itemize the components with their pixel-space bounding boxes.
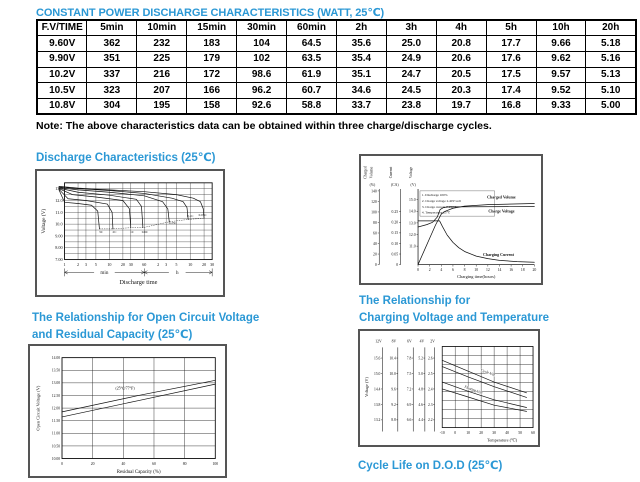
svg-text:2: 2 [157,261,160,267]
svg-text:Cycle Use: Cycle Use [480,368,496,378]
svg-text:13.00: 13.00 [51,381,61,386]
svg-text:30: 30 [210,261,215,267]
svg-text:10.0: 10.0 [389,371,396,376]
svg-text:12.50: 12.50 [51,393,61,398]
svg-text:9.2: 9.2 [391,402,396,407]
col-header: 10h [536,20,586,36]
svg-text:60: 60 [531,430,535,435]
svg-text:10: 10 [107,261,112,267]
svg-text:20: 20 [120,261,125,267]
col-header: 10min [137,20,187,36]
svg-text:9.6: 9.6 [391,387,396,392]
cvt-section-title-line1: The Relationship for [359,295,471,307]
svg-text:min: min [100,270,109,277]
svg-text:20: 20 [479,430,484,435]
svg-text:13.0: 13.0 [409,221,416,226]
svg-text:10.4: 10.4 [389,356,396,361]
svg-text:10.0: 10.0 [55,221,63,227]
svg-text:Charging Current: Charging Current [483,251,514,257]
svg-text:0: 0 [417,267,419,272]
svg-text:0.05: 0.05 [391,252,399,257]
svg-text:0.15: 0.15 [391,231,399,236]
svg-text:8.8: 8.8 [391,418,396,423]
svg-text:10: 10 [466,430,471,435]
svg-text:4. Temperature 25℃: 4. Temperature 25℃ [421,210,451,215]
svg-text:0: 0 [454,430,457,435]
svg-text:12: 12 [485,267,490,272]
discharge-chart [35,169,225,297]
col-header: 30min [237,20,287,36]
svg-text:13.0: 13.0 [55,186,63,192]
svg-text:100: 100 [371,210,377,215]
svg-text:11.00: 11.00 [51,431,61,436]
col-header: 5h [486,20,536,36]
svg-text:0: 0 [374,262,377,267]
svg-text:5: 5 [94,261,97,267]
svg-text:18: 18 [520,267,525,272]
table-note: Note: The above characteristics data can be obtained within three charge/discharge cycles. [36,120,492,132]
svg-text:0: 0 [61,461,63,466]
svg-text:3: 3 [165,261,168,267]
svg-text:20: 20 [373,252,377,257]
svg-text:2: 2 [428,267,431,272]
svg-text:12.00: 12.00 [51,406,61,411]
svg-text:6: 6 [451,267,454,272]
svg-text:1: 1 [63,261,66,267]
svg-text:Voltage (V): Voltage (V) [363,377,369,397]
charging-voltage-temperature-chart [358,329,540,447]
svg-text:5.2: 5.2 [418,356,423,361]
svg-text:3. Charge current 0.25CA: 3. Charge current 0.25CA [421,204,457,209]
svg-text:12.0: 12.0 [409,232,416,237]
svg-text:6V: 6V [407,339,412,344]
svg-text:2.3: 2.3 [427,402,433,407]
col-header: 5min [87,20,137,36]
discharge-chart-svg [37,171,223,295]
svg-text:(25℃/77℉): (25℃/77℉) [115,386,135,391]
cvt-chart-svg [360,331,538,445]
table-header-row [37,20,636,36]
svg-text:0.10: 0.10 [391,241,399,246]
svg-text:14: 14 [497,267,502,272]
svg-text:10: 10 [188,261,193,267]
svg-text:80: 80 [182,461,187,466]
svg-text:60: 60 [373,231,377,236]
open-circuit-voltage-chart [28,344,227,478]
svg-text:100: 100 [212,461,219,466]
constant-power-table [36,19,637,115]
svg-text:14.0: 14.0 [409,209,416,214]
col-header: 3h [386,20,436,36]
svg-text:Floating Use: Floating Use [463,384,484,396]
cvt-section-title-line2: Charging Voltage and Temperature [359,312,549,324]
svg-text:12.0: 12.0 [55,198,63,203]
svg-text:5: 5 [175,261,178,267]
ocv-chart-svg [30,346,225,476]
charging-chart-svg [361,156,541,283]
svg-text:-10: -10 [439,430,445,435]
svg-text:Residual Capacity (%): Residual Capacity (%) [116,470,161,476]
svg-text:10.50: 10.50 [51,444,61,449]
svg-text:80: 80 [373,220,377,225]
svg-text:14.00: 14.00 [51,356,61,360]
svg-text:Discharge time: Discharge time [119,279,158,287]
svg-text:16: 16 [509,267,513,272]
svg-text:5.0: 5.0 [418,371,423,376]
svg-text:0.25: 0.25 [391,210,399,215]
svg-text:40: 40 [505,430,509,435]
svg-text:4: 4 [440,267,443,272]
svg-text:(%): (%) [369,183,376,188]
svg-text:7.8: 7.8 [406,356,412,361]
svg-text:14.4: 14.4 [374,387,381,392]
table-row: 9.60V 362 232 183 104 64.5 35.6 25.0 20.8 17.7 9.66 5.18 [37,36,636,52]
svg-text:Voltage: Voltage [409,166,414,179]
svg-text:8: 8 [463,267,466,272]
svg-text:13.8: 13.8 [374,402,381,407]
svg-text:2: 2 [77,261,80,267]
svg-text:4.6: 4.6 [418,402,423,407]
svg-text:6.6: 6.6 [406,418,412,423]
table-row: 10.8V 304 195 158 92.6 58.8 33.7 23.8 19.7 16.8 9.33 5.00 [37,98,636,114]
svg-text:2C: 2C [112,230,117,234]
svg-text:120: 120 [371,199,377,204]
svg-text:140: 140 [371,189,377,194]
page-title: CONSTANT POWER DISCHARGE CHARACTERISTICS (WATT, 25℃) [36,7,385,19]
charging-characteristics-chart [359,154,543,285]
svg-text:12V: 12V [375,339,382,344]
col-header: 60min [287,20,337,36]
ocv-section-title-line2: and Residual Capacity (25℃) [32,329,193,341]
svg-text:Charging time(hours): Charging time(hours) [457,274,496,280]
svg-text:7.5: 7.5 [406,371,412,376]
svg-text:0.6C: 0.6C [141,230,149,234]
table-row: 10.2V 337 216 172 98.6 61.9 35.1 24.7 20.5 17.5 9.57 5.13 [37,67,636,83]
svg-text:2.6: 2.6 [427,356,433,361]
svg-text:2. Charge voltage 2.40V/cell: 2. Charge voltage 2.40V/cell [421,199,461,204]
svg-text:(CA): (CA) [390,183,399,188]
svg-text:Current: Current [388,166,393,179]
svg-text:30: 30 [128,261,133,267]
svg-text:11.50: 11.50 [51,419,61,424]
svg-text:15.0: 15.0 [374,371,381,376]
svg-text:50: 50 [518,430,522,435]
svg-text:0.1C: 0.1C [187,213,194,218]
col-header: 4h [436,20,486,36]
svg-text:Charge Voltage: Charge Voltage [488,208,515,214]
svg-text:15.0: 15.0 [409,197,416,202]
svg-text:2.4: 2.4 [427,387,433,392]
svg-text:0.05C: 0.05C [198,213,207,218]
col-header: 2h [336,20,386,36]
svg-text:10.00: 10.00 [51,456,61,461]
svg-text:0.20: 0.20 [391,220,399,225]
svg-text:(V): (V) [410,183,416,188]
discharge-section-title: Discharge Characteristics (25℃) [36,152,216,164]
svg-text:Open Circuit Voltage (V): Open Circuit Voltage (V) [35,385,41,431]
ocv-section-title-line1: The Relationship for Open Circuit Voltage [32,312,260,324]
cycle-life-section-title: Cycle Life on D.O.D (25℃) [358,460,503,472]
svg-text:30: 30 [492,430,497,435]
svg-text:4.8: 4.8 [418,387,423,392]
svg-text:1C: 1C [130,230,134,234]
table-row: 9.90V 351 225 179 102 63.5 35.4 24.9 20.6 17.6 9.62 5.16 [37,51,636,67]
svg-text:h: h [175,270,179,277]
svg-text:3: 3 [84,261,87,267]
col-header: 20h [586,20,636,36]
svg-text:4V: 4V [419,339,425,344]
col-header: F.V/TIME [37,20,87,36]
svg-text:8V: 8V [391,339,397,344]
svg-text:13.50: 13.50 [51,368,61,373]
svg-text:11.0: 11.0 [55,209,63,215]
svg-text:7.00: 7.00 [55,257,63,263]
svg-text:7.2: 7.2 [406,387,412,392]
svg-text:15.6: 15.6 [374,356,381,361]
svg-text:9.00: 9.00 [55,233,63,239]
svg-text:20: 20 [90,461,95,466]
svg-text:4.4: 4.4 [418,418,423,423]
table-row: 10.5V 323 207 166 96.2 60.7 34.6 24.5 20.3 17.4 9.52 5.10 [37,83,636,99]
svg-text:8.00: 8.00 [55,245,63,251]
svg-text:40: 40 [121,461,126,466]
svg-text:2.5: 2.5 [427,371,433,376]
svg-text:Charged: Charged [363,166,368,179]
svg-text:10: 10 [474,267,479,272]
svg-text:0: 0 [396,262,399,267]
svg-text:20: 20 [532,267,537,272]
col-header: 15min [187,20,237,36]
svg-text:20: 20 [202,261,207,267]
svg-text:60: 60 [152,461,156,466]
svg-text:2V: 2V [430,339,435,344]
svg-text:11.0: 11.0 [409,244,416,249]
svg-text:6.9: 6.9 [406,402,412,407]
svg-text:0.25C: 0.25C [168,221,177,226]
svg-text:40: 40 [373,241,377,246]
svg-text:Volume: Volume [369,166,374,179]
svg-text:13.2: 13.2 [374,418,381,423]
svg-text:Temperature (℃): Temperature (℃) [487,437,518,443]
svg-text:60: 60 [142,261,147,267]
svg-text:Voltage (V): Voltage (V) [40,208,47,234]
svg-text:Charged Volume: Charged Volume [487,194,516,200]
svg-text:2.2: 2.2 [427,418,433,423]
svg-text:1. Discharge 100%: 1. Discharge 100% [421,193,448,198]
svg-text:3C: 3C [99,230,103,234]
